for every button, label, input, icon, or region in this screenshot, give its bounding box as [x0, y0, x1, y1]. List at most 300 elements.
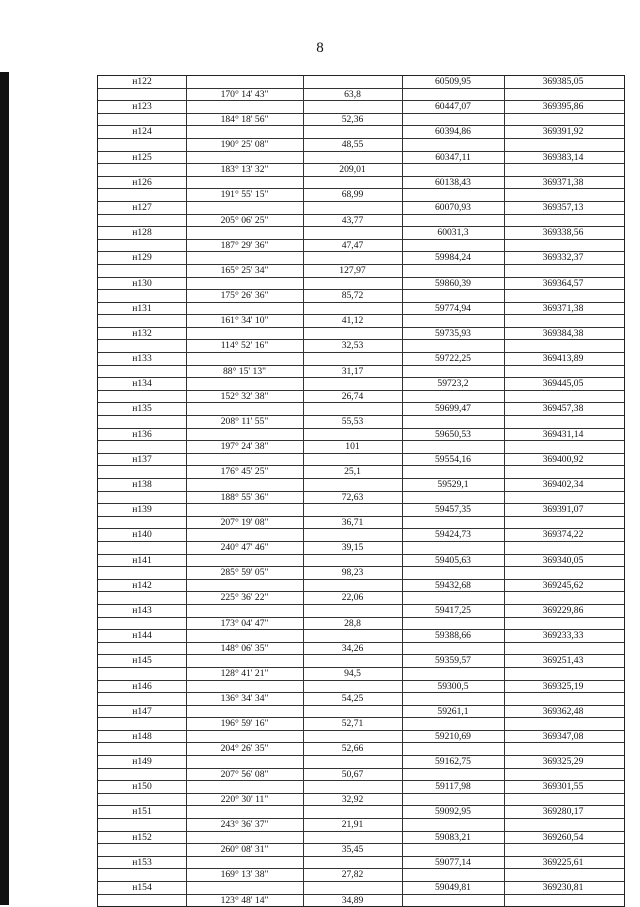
- point-name: н138: [132, 479, 152, 490]
- point-row: [98, 605, 624, 618]
- column-divider: [402, 819, 403, 831]
- column-divider: [402, 366, 403, 378]
- segment-row: [98, 567, 624, 580]
- column-divider: [402, 416, 403, 428]
- point-name: н149: [132, 756, 152, 768]
- column-divider: [186, 403, 187, 415]
- point-row: [98, 429, 624, 442]
- coordinate-y: 369364,57: [542, 277, 584, 289]
- coordinate-y: 369383,14: [542, 151, 584, 163]
- column-divider: [402, 869, 403, 881]
- segment-row: [98, 869, 624, 882]
- column-divider: [186, 252, 187, 264]
- point-row: [98, 454, 624, 467]
- segment-length: 41,12: [341, 315, 364, 327]
- point-name: н150: [132, 781, 152, 793]
- segment-row: [98, 895, 624, 907]
- coordinate-y: 369230,81: [542, 882, 584, 893]
- coordinate-x: 59405,63: [435, 554, 471, 566]
- direction-angle: 187° 29' 36": [220, 239, 269, 251]
- column-divider: [186, 605, 187, 617]
- point-name: н130: [132, 277, 152, 289]
- point-name: н122: [132, 76, 152, 87]
- segment-length: 32,53: [341, 340, 364, 352]
- point-row: [98, 630, 624, 643]
- column-divider: [504, 668, 505, 680]
- column-divider: [402, 240, 403, 252]
- segment-row: [98, 618, 624, 631]
- segment-length: 21,91: [341, 819, 364, 831]
- segment-row: [98, 290, 624, 303]
- segment-row: [98, 265, 624, 278]
- direction-angle: 184° 18' 56": [220, 113, 269, 125]
- point-name: н151: [132, 806, 152, 818]
- point-row: [98, 202, 624, 215]
- segment-length: 68,99: [341, 189, 364, 201]
- column-divider: [303, 479, 304, 491]
- direction-angle: 204° 26' 35": [220, 743, 269, 755]
- point-row: [98, 857, 624, 870]
- point-row: [98, 555, 624, 568]
- point-name: н146: [132, 680, 152, 692]
- column-divider: [186, 857, 187, 869]
- column-divider: [402, 769, 403, 781]
- column-divider: [402, 517, 403, 529]
- segment-row: [98, 592, 624, 605]
- coordinate-y: 369371,38: [542, 176, 584, 188]
- column-divider: [402, 618, 403, 630]
- segment-row: [98, 240, 624, 253]
- point-row: [98, 378, 624, 391]
- point-name: н136: [132, 428, 152, 440]
- column-divider: [186, 832, 187, 844]
- coordinate-x: 59077,14: [435, 856, 471, 868]
- segment-length: 43,77: [341, 214, 364, 226]
- coordinate-x: 59554,16: [435, 453, 471, 465]
- direction-angle: 285° 59' 05": [220, 567, 269, 579]
- column-divider: [504, 844, 505, 856]
- column-divider: [186, 504, 187, 516]
- column-divider: [402, 794, 403, 806]
- direction-angle: 243° 36' 37": [220, 819, 269, 831]
- segment-length: 94,5: [344, 667, 361, 679]
- coordinate-y: 369402,34: [542, 479, 584, 490]
- column-divider: [303, 252, 304, 264]
- segment-length: 98,23: [341, 567, 364, 579]
- point-row: [98, 806, 624, 819]
- point-row: [98, 177, 624, 190]
- column-divider: [402, 492, 403, 504]
- segment-length: 72,63: [341, 491, 364, 503]
- column-divider: [504, 340, 505, 352]
- column-divider: [402, 189, 403, 201]
- coordinate-x: 59432,68: [435, 579, 471, 591]
- direction-angle: 205° 06' 25": [220, 214, 269, 226]
- column-divider: [402, 164, 403, 176]
- column-divider: [504, 114, 505, 126]
- coordinate-x: 59049,81: [435, 882, 471, 893]
- point-row: [98, 403, 624, 416]
- point-row: [98, 580, 624, 593]
- coordinate-x: 60031,3: [437, 227, 469, 239]
- column-divider: [504, 643, 505, 655]
- segment-length: 27,82: [341, 869, 364, 881]
- coordinate-y: 369233,33: [542, 630, 584, 642]
- point-row: [98, 832, 624, 845]
- point-name: н131: [132, 302, 152, 314]
- point-row: [98, 731, 624, 744]
- column-divider: [186, 378, 187, 390]
- column-divider: [303, 731, 304, 743]
- column-divider: [303, 378, 304, 390]
- column-divider: [402, 315, 403, 327]
- point-row: [98, 152, 624, 165]
- point-name: н124: [132, 126, 152, 138]
- coordinate-y: 369280,17: [542, 806, 584, 818]
- column-divider: [303, 529, 304, 541]
- coordinate-y: 369347,08: [542, 730, 584, 742]
- column-divider: [186, 479, 187, 491]
- column-divider: [303, 403, 304, 415]
- point-name: н142: [132, 579, 152, 591]
- coordinate-y: 369325,29: [542, 756, 584, 768]
- column-divider: [504, 240, 505, 252]
- direction-angle: 170° 14' 43": [220, 88, 269, 100]
- segment-length: 52,36: [341, 113, 364, 125]
- column-divider: [402, 693, 403, 705]
- column-divider: [402, 743, 403, 755]
- coordinate-x: 59723,2: [437, 378, 469, 390]
- coordinate-y: 369301,55: [542, 781, 584, 793]
- column-divider: [303, 605, 304, 617]
- point-row: [98, 76, 624, 89]
- column-divider: [504, 189, 505, 201]
- segment-length: 47,47: [341, 239, 364, 251]
- column-divider: [504, 718, 505, 730]
- column-divider: [303, 303, 304, 315]
- segment-length: 209,01: [339, 164, 366, 176]
- direction-angle: 169° 13' 38": [220, 869, 269, 881]
- column-divider: [303, 806, 304, 818]
- point-row: [98, 101, 624, 114]
- coordinate-y: 369340,05: [542, 554, 584, 566]
- point-row: [98, 706, 624, 719]
- scan-edge-bar: [0, 72, 9, 905]
- coordinate-y: 369384,38: [542, 327, 584, 339]
- segment-length: 48,55: [341, 138, 364, 150]
- segment-row: [98, 517, 624, 530]
- direction-angle: 207° 56' 08": [220, 768, 269, 780]
- segment-row: [98, 114, 624, 127]
- column-divider: [186, 555, 187, 567]
- segment-length: 55,53: [341, 416, 364, 428]
- column-divider: [504, 492, 505, 504]
- segment-row: [98, 441, 624, 454]
- column-divider: [303, 756, 304, 768]
- column-divider: [402, 265, 403, 277]
- column-divider: [186, 76, 187, 88]
- coordinate-x: 59300,5: [437, 680, 469, 692]
- column-divider: [303, 555, 304, 567]
- coordinate-y: 369338,56: [542, 227, 584, 239]
- column-divider: [186, 681, 187, 693]
- column-divider: [402, 542, 403, 554]
- direction-angle: 191° 55' 15": [220, 189, 269, 201]
- segment-length: 101: [345, 441, 360, 453]
- segment-length: 85,72: [341, 290, 364, 302]
- column-divider: [402, 114, 403, 126]
- segment-row: [98, 668, 624, 681]
- coordinate-x: 59650,53: [435, 428, 471, 440]
- point-name: н125: [132, 151, 152, 163]
- coordinate-x: 59083,21: [435, 831, 471, 843]
- column-divider: [303, 580, 304, 592]
- column-divider: [303, 706, 304, 718]
- segment-length: 25,1: [344, 466, 361, 478]
- direction-angle: 183° 13' 32": [220, 164, 269, 176]
- column-divider: [303, 278, 304, 290]
- point-row: [98, 781, 624, 794]
- column-divider: [504, 895, 505, 907]
- column-divider: [504, 416, 505, 428]
- column-divider: [504, 618, 505, 630]
- segment-row: [98, 542, 624, 555]
- coordinate-y: 369413,89: [542, 353, 584, 365]
- column-divider: [504, 89, 505, 101]
- point-row: [98, 479, 624, 492]
- column-divider: [504, 139, 505, 151]
- point-name: н127: [132, 201, 152, 213]
- column-divider: [402, 215, 403, 227]
- coordinate-x: 59860,39: [435, 277, 471, 289]
- point-name: н140: [132, 529, 152, 541]
- column-divider: [303, 152, 304, 164]
- direction-angle: 188° 55' 36": [220, 491, 269, 503]
- coordinate-x: 59529,1: [437, 479, 469, 490]
- coordinate-y: 369385,05: [542, 76, 584, 87]
- column-divider: [504, 265, 505, 277]
- coordinate-x: 60347,11: [435, 151, 471, 163]
- column-divider: [504, 290, 505, 302]
- column-divider: [303, 429, 304, 441]
- segment-row: [98, 89, 624, 102]
- column-divider: [303, 781, 304, 793]
- point-row: [98, 328, 624, 341]
- segment-length: 39,15: [341, 541, 364, 553]
- coordinate-y: 369400,92: [542, 453, 584, 465]
- column-divider: [303, 882, 304, 894]
- column-divider: [186, 655, 187, 667]
- direction-angle: 165° 25' 34": [220, 264, 269, 276]
- column-divider: [504, 769, 505, 781]
- segment-row: [98, 366, 624, 379]
- segment-length: 36,71: [341, 516, 364, 528]
- coordinate-y: 369457,38: [542, 403, 584, 415]
- column-divider: [303, 227, 304, 239]
- coordinate-x: 59774,94: [435, 302, 471, 314]
- point-name: н137: [132, 453, 152, 465]
- column-divider: [303, 101, 304, 113]
- coordinate-x: 59457,35: [435, 504, 471, 516]
- column-divider: [303, 328, 304, 340]
- direction-angle: 148° 06' 35": [220, 642, 269, 654]
- segment-length: 52,71: [341, 718, 364, 730]
- coordinate-x: 59424,73: [435, 529, 471, 541]
- column-divider: [303, 681, 304, 693]
- point-name: н153: [132, 856, 152, 868]
- column-divider: [402, 592, 403, 604]
- point-name: н128: [132, 227, 152, 239]
- column-divider: [186, 706, 187, 718]
- coordinate-x: 59359,57: [435, 655, 471, 667]
- segment-row: [98, 643, 624, 656]
- column-divider: [186, 781, 187, 793]
- segment-row: [98, 340, 624, 353]
- segment-row: [98, 492, 624, 505]
- coordinate-y: 369225,61: [542, 856, 584, 868]
- coordinate-x: 59117,98: [435, 781, 471, 793]
- segment-row: [98, 416, 624, 429]
- direction-angle: 260° 08' 31": [220, 844, 269, 856]
- segment-length: 32,92: [341, 793, 364, 805]
- column-divider: [303, 857, 304, 869]
- segment-row: [98, 391, 624, 404]
- segment-row: [98, 139, 624, 152]
- direction-angle: 208° 11' 55": [220, 416, 269, 428]
- segment-row: [98, 315, 624, 328]
- page-number: 8: [316, 40, 324, 56]
- column-divider: [402, 844, 403, 856]
- column-divider: [402, 139, 403, 151]
- segment-length: 34,26: [341, 642, 364, 654]
- column-divider: [504, 869, 505, 881]
- column-divider: [186, 227, 187, 239]
- column-divider: [504, 567, 505, 579]
- segment-row: [98, 718, 624, 731]
- segment-length: 127,97: [339, 264, 366, 276]
- coordinate-y: 369260,54: [542, 831, 584, 843]
- column-divider: [303, 630, 304, 642]
- direction-angle: 225° 36' 22": [220, 592, 269, 604]
- segment-length: 28,8: [344, 617, 361, 629]
- column-divider: [186, 152, 187, 164]
- point-row: [98, 227, 624, 240]
- column-divider: [186, 177, 187, 189]
- point-row: [98, 655, 624, 668]
- coordinate-y: 369245,62: [542, 579, 584, 591]
- column-divider: [303, 202, 304, 214]
- column-divider: [186, 580, 187, 592]
- coordinate-x: 60394,86: [435, 126, 471, 138]
- point-row: [98, 126, 624, 139]
- column-divider: [186, 328, 187, 340]
- segment-length: 54,25: [341, 693, 364, 705]
- coordinate-x: 60138,43: [435, 176, 471, 188]
- segment-row: [98, 189, 624, 202]
- column-divider: [504, 693, 505, 705]
- column-divider: [504, 743, 505, 755]
- column-divider: [186, 303, 187, 315]
- column-divider: [504, 441, 505, 453]
- column-divider: [186, 529, 187, 541]
- point-row: [98, 529, 624, 542]
- coordinate-x: 59699,47: [435, 403, 471, 415]
- point-name: н129: [132, 252, 152, 264]
- column-divider: [186, 101, 187, 113]
- column-divider: [402, 441, 403, 453]
- direction-angle: 207° 19' 08": [220, 516, 269, 528]
- coordinate-y: 369357,13: [542, 201, 584, 213]
- point-row: [98, 252, 624, 265]
- segment-length: 63,8: [344, 88, 361, 100]
- point-row: [98, 504, 624, 517]
- segment-length: 35,45: [341, 844, 364, 856]
- segment-row: [98, 466, 624, 479]
- direction-angle: 175° 26' 36": [220, 290, 269, 302]
- point-row: [98, 303, 624, 316]
- column-divider: [504, 592, 505, 604]
- coordinate-y: 369371,38: [542, 302, 584, 314]
- column-divider: [402, 668, 403, 680]
- point-row: [98, 278, 624, 291]
- coordinate-y: 369395,86: [542, 101, 584, 113]
- segment-row: [98, 819, 624, 832]
- point-name: н147: [132, 705, 152, 717]
- column-divider: [402, 290, 403, 302]
- segment-length: 26,74: [341, 390, 364, 402]
- column-divider: [303, 655, 304, 667]
- segment-row: [98, 844, 624, 857]
- column-divider: [186, 454, 187, 466]
- column-divider: [402, 340, 403, 352]
- column-divider: [303, 76, 304, 88]
- coordinate-y: 369332,37: [542, 252, 584, 264]
- column-divider: [303, 454, 304, 466]
- point-name: н152: [132, 831, 152, 843]
- coordinate-x: 60509,95: [435, 76, 471, 87]
- column-divider: [402, 718, 403, 730]
- column-divider: [402, 89, 403, 101]
- coordinate-y: 369431,14: [542, 428, 584, 440]
- point-row: [98, 882, 624, 895]
- segment-row: [98, 794, 624, 807]
- direction-angle: 196° 59' 16": [220, 718, 269, 730]
- column-divider: [186, 278, 187, 290]
- direction-angle: 197° 24' 38": [220, 441, 269, 453]
- direction-angle: 173° 04' 47": [220, 617, 269, 629]
- column-divider: [504, 466, 505, 478]
- point-row: [98, 353, 624, 366]
- column-divider: [504, 819, 505, 831]
- coordinate-y: 369445,05: [542, 378, 584, 390]
- segment-row: [98, 743, 624, 756]
- column-divider: [402, 391, 403, 403]
- direction-angle: 176° 45' 25": [220, 466, 269, 478]
- column-divider: [402, 643, 403, 655]
- point-name: н144: [132, 630, 152, 642]
- column-divider: [402, 567, 403, 579]
- coordinate-y: 369391,07: [542, 504, 584, 516]
- column-divider: [186, 630, 187, 642]
- segment-row: [98, 215, 624, 228]
- column-divider: [504, 315, 505, 327]
- column-divider: [186, 353, 187, 365]
- coordinate-y: 369391,92: [542, 126, 584, 138]
- coordinate-x: 59162,75: [435, 756, 471, 768]
- coordinate-x: 59261,1: [437, 705, 469, 717]
- point-name: н132: [132, 327, 152, 339]
- coordinate-x: 59735,93: [435, 327, 471, 339]
